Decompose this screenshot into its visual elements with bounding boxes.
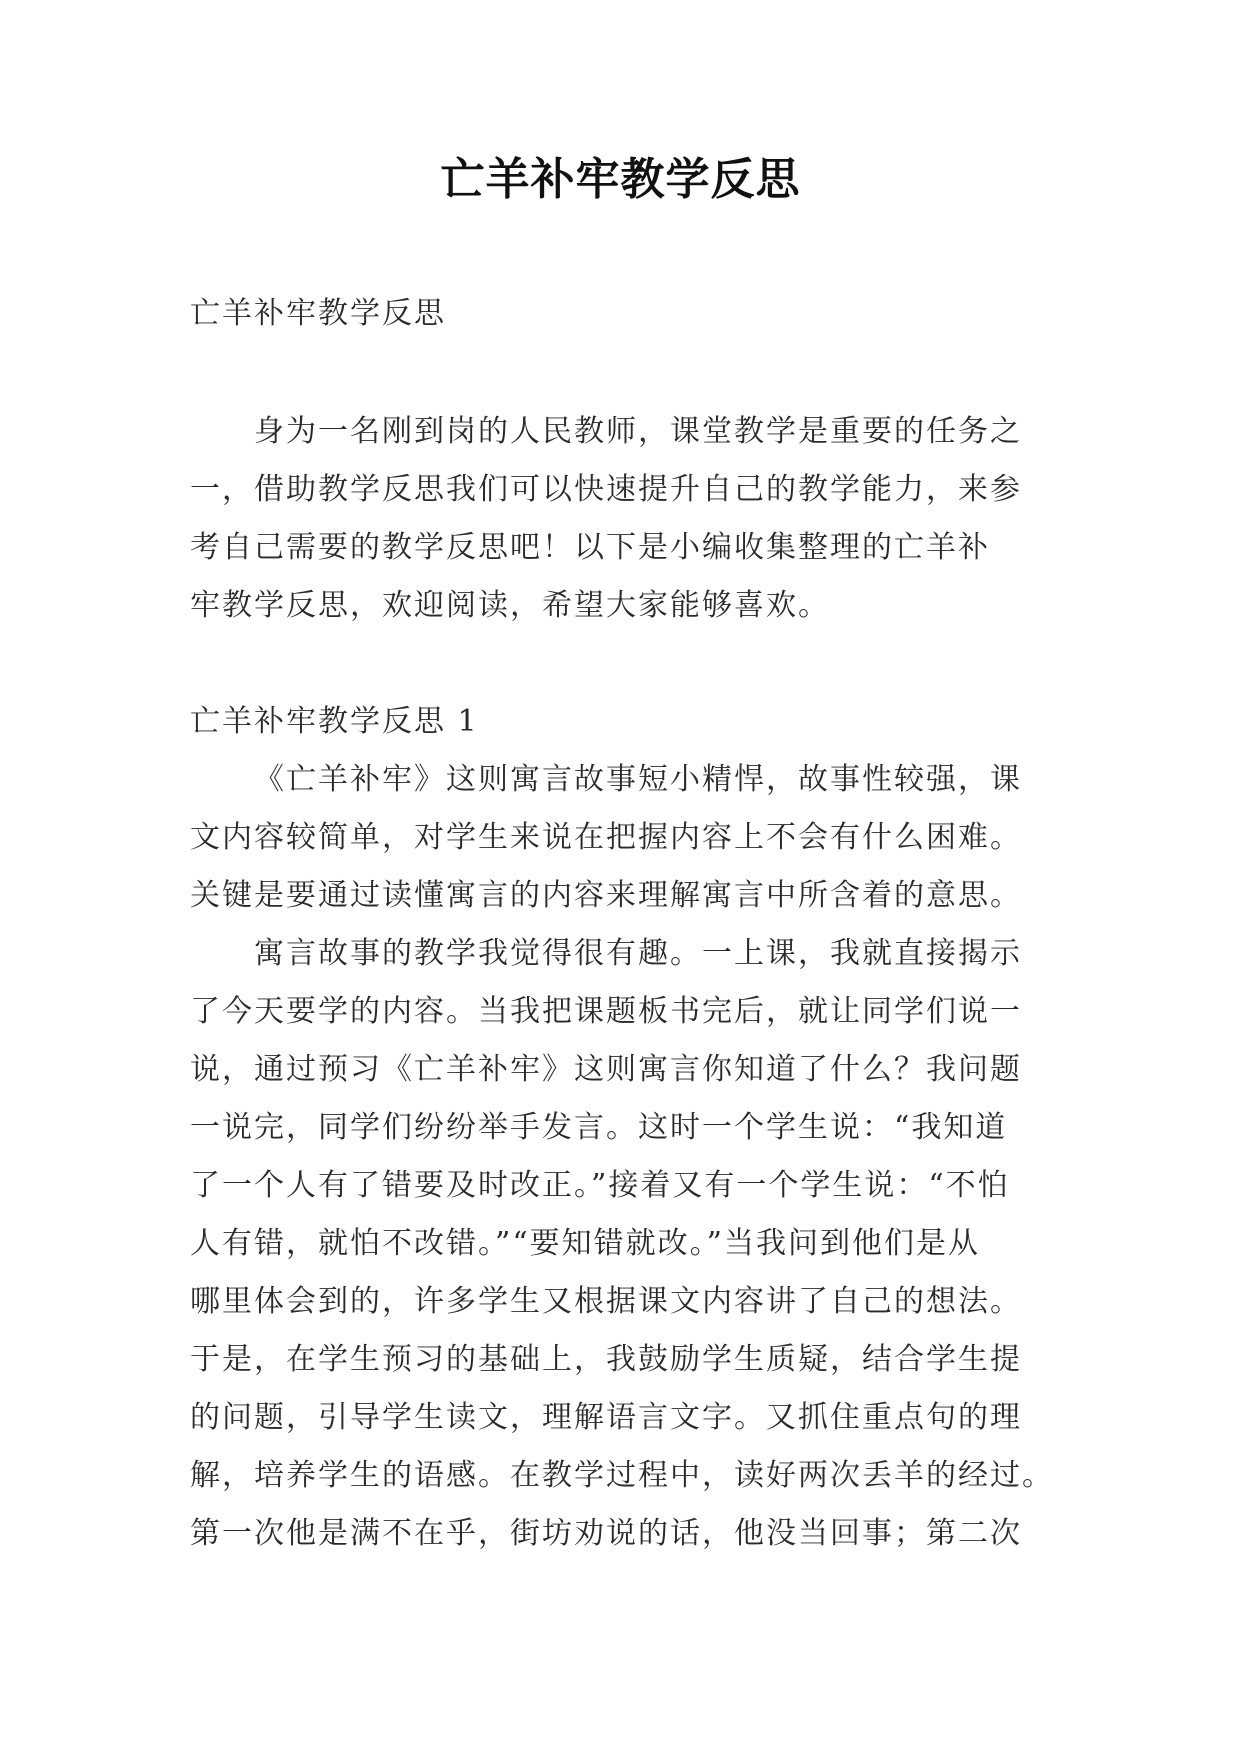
text-line: 文内容较简单，对学生来说在把握内容上不会有什么困难。 bbox=[190, 820, 1022, 855]
text-line: 于是，在学生预习的基础上，我鼓励学生质疑，结合学生提 bbox=[190, 1342, 1022, 1377]
text-line: 牢教学反思，欢迎阅读，希望大家能够喜欢。 bbox=[190, 588, 830, 623]
text-line: 《亡羊补牢》这则寓言故事短小精悍，故事性较强，课 bbox=[254, 762, 1022, 797]
text-line: 关键是要通过读懂寓言的内容来理解寓言中所含着的意思。 bbox=[190, 878, 1022, 913]
text-line: 一，借助教学反思我们可以快速提升自己的教学能力，来参 bbox=[190, 472, 1022, 507]
text-line: 哪里体会到的，许多学生又根据课文内容讲了自己的想法。 bbox=[190, 1284, 1022, 1319]
text-line: 第一次他是满不在乎，街坊劝说的话，他没当回事；第二次 bbox=[190, 1516, 1022, 1551]
text-line: 一说完，同学们纷纷举手发言。这时一个学生说：“我知道 bbox=[190, 1110, 1008, 1145]
document-subtitle: 亡羊补牢教学反思 bbox=[190, 296, 446, 331]
text-line: 身为一名刚到岗的人民教师，课堂教学是重要的任务之 bbox=[254, 414, 1022, 449]
text-line: 了一个人有了错要及时改正。”接着又有一个学生说：“不怕 bbox=[190, 1168, 1010, 1203]
text-line: 的问题，引导学生读文，理解语言文字。又抓住重点句的理 bbox=[190, 1400, 1022, 1435]
section-heading: 亡羊补牢教学反思 1 bbox=[190, 704, 479, 739]
text-line: 说，通过预习《亡羊补牢》这则寓言你知道了什么？我问题 bbox=[190, 1052, 1022, 1087]
document-title: 亡羊补牢教学反思 bbox=[440, 154, 801, 205]
text-line: 了今天要学的内容。当我把课题板书完后，就让同学们说一 bbox=[190, 994, 1022, 1029]
text-line: 寓言故事的教学我觉得很有趣。一上课，我就直接揭示 bbox=[254, 936, 1022, 971]
text-line: 人有错，就怕不改错。”“要知错就改。”当我问到他们是从 bbox=[190, 1226, 981, 1261]
text-line: 考自己需要的教学反思吧！以下是小编收集整理的亡羊补 bbox=[190, 530, 990, 565]
text-line: 解，培养学生的语感。在教学过程中，读好两次丢羊的经过。 bbox=[190, 1458, 1054, 1493]
